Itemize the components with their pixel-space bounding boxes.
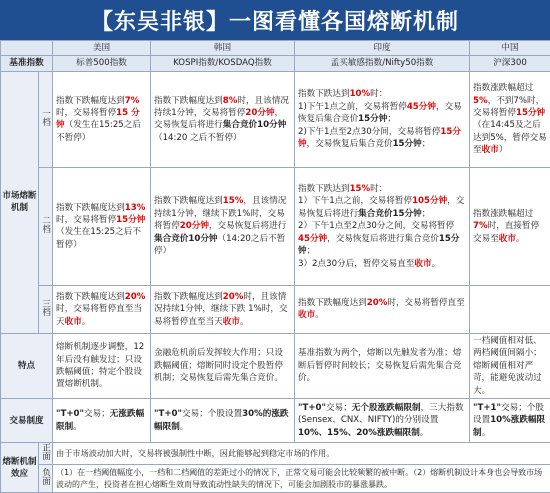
- l2-cn-cell: 指数涨跌幅超过7%时，直接暂停交易至收市。: [470, 167, 550, 285]
- index-cn: 沪深300: [470, 56, 550, 71]
- l2-kr-cell: 指数下跌幅度达到15%，且该情况持续1分钟，继续下跌1%时，交易将暂停20分钟，交易恢复后将进行集合竞价10分钟（14:20之后不暂停）: [151, 167, 295, 285]
- l1-us-cell: 指数下跌幅度达到7%时，交易将暂停15 分 钟（发生在15:25之后不暂停）: [53, 71, 151, 167]
- features-label: 特点: [1, 333, 53, 398]
- effects-negative-text: （1）在一档阈值幅度小，一档和二档阈值的差距过小的情况下，正常交易可能会比较频繁的被中断。（2）熔断机制设计本身也会导致市场波动的产生，投资者在担心熔断生效而导致流动性缺失的情况下，可能会加剧股市的暴涨暴跌。: [53, 465, 550, 493]
- country-header-row: [1, 41, 550, 56]
- level-2-label: 二档: [39, 167, 53, 285]
- limits-cn: "T+1"交易；个股设置10%涨跌幅限制。: [470, 399, 550, 443]
- features-kr: 金融危机前后发挥较大作用；只设跌幅阈值；熔断同时设定个股暂停机制；交易恢复后需先集合竞价。: [151, 333, 295, 398]
- level-3-row: [1, 285, 550, 333]
- index-in: 孟买敏感指数/Nifty50指数: [295, 56, 470, 71]
- country-kr: 韩国: [151, 41, 295, 56]
- features-cn: 一档阈值相对低、两档阈值间隔小；熔断阈值相对严苛，能避免波动过大。: [470, 333, 550, 398]
- features-in: 基准指数为两个，熔断以先触发者为准；熔断后暂停时间较长；交易恢复后需先集合竞价。: [295, 333, 470, 398]
- effects-label: 熔断机制效应: [1, 443, 39, 493]
- features-us: 熔断机制逐步调整，12年后没有触发过；只设跌幅阈值；特定个股设置熔断机制。: [53, 333, 151, 398]
- base-index-label: 基准指数: [1, 56, 53, 71]
- index-header-row: [1, 56, 550, 71]
- limits-kr: "T+0"交易；个股设置30%的涨跌幅限制。: [151, 399, 295, 443]
- l2-us-cell: 指数下跌幅度达到13%时，交易将暂停15分钟（发生在15:25之后不暂停）: [53, 167, 151, 285]
- level-3-label: 三档: [39, 285, 53, 333]
- level-1-label: 一档: [39, 71, 53, 167]
- country-in: 印度: [295, 41, 470, 56]
- positive-label: 正面: [39, 443, 53, 465]
- index-us: 标普500指数: [53, 56, 151, 71]
- market-circuit-label: 市场熔断机制: [1, 71, 39, 333]
- effects-positive-text: 由于市场波动加大时，交易将被强制性中断，因此能够起到稳定市场的作用。: [53, 443, 550, 465]
- limits-label: 交易制度: [1, 399, 53, 443]
- l2-in-cell: 指数下跌达到15%时： 1）下午1点之前，交易将暂停105分钟，交易恢复后将进行集合竞价15分钟； 2）下午1点至2点30分之间，交易将暂停45分钟，交易恢复后将进行集合竞价15分钟； 3）2点30分后，暂停交易直至收市。: [295, 167, 470, 285]
- l3-in-cell: 指数下跌幅度达到20%时，交易将暂停直至收市。: [295, 285, 470, 333]
- index-kr: KOSPI指数/KOSDAQ指数: [151, 56, 295, 71]
- l1-kr-cell: 指数下跌幅度达到8%时，且该情况持续1分钟，交易将暂停20分钟，交易恢复后将进行集合竞价10分钟（14:20 之后不暂停）: [151, 71, 295, 167]
- country-us: 美国: [53, 41, 151, 56]
- limits-us: "T+0"交易；无涨跌幅限制。: [53, 399, 151, 443]
- l3-us-cell: 指数下跌幅度达到20%时，交易将暂停直至当天收市。: [53, 285, 151, 333]
- features-row: [1, 333, 550, 398]
- l3-kr-cell: 指数下跌幅度达到20%时，且该情况持续1分钟，继续下跌 1%时，交易将暂停直至当天收市。: [151, 285, 295, 333]
- level-2-row: [1, 167, 550, 285]
- limits-row: [1, 399, 550, 443]
- l1-in-cell: 指数下跌达到10%时： 1)下午1点之前，交易将暂停45分钟，交易恢复后集合竞价15分钟； 2)下午1点至2点30分间，交易将暂停15分钟，交易恢复后集合竞价15分钟；: [295, 71, 470, 167]
- l1-cn-cell: 指数涨跌幅超过5%，不到7%时，交易将暂停15分钟（在14:45及之后达到5%，暂停交易至收市）: [470, 71, 550, 167]
- effects-positive-row: [1, 443, 550, 465]
- l3-cn-cell: [470, 285, 550, 333]
- comparison-table: [0, 40, 550, 493]
- page-title: 【东吴非银】一图看懂各国熔断机制: [0, 0, 550, 40]
- effects-negative-row: [1, 465, 550, 493]
- country-cn: 中国: [470, 41, 550, 56]
- negative-label: 负面: [39, 465, 53, 493]
- level-1-row: [1, 71, 550, 167]
- limits-in: "T+0"交易；无个股涨跌幅限制，三大指数(Sensex、CNX、NIFTY)的分别设置10%、15%、20%涨跌幅限制。: [295, 399, 470, 443]
